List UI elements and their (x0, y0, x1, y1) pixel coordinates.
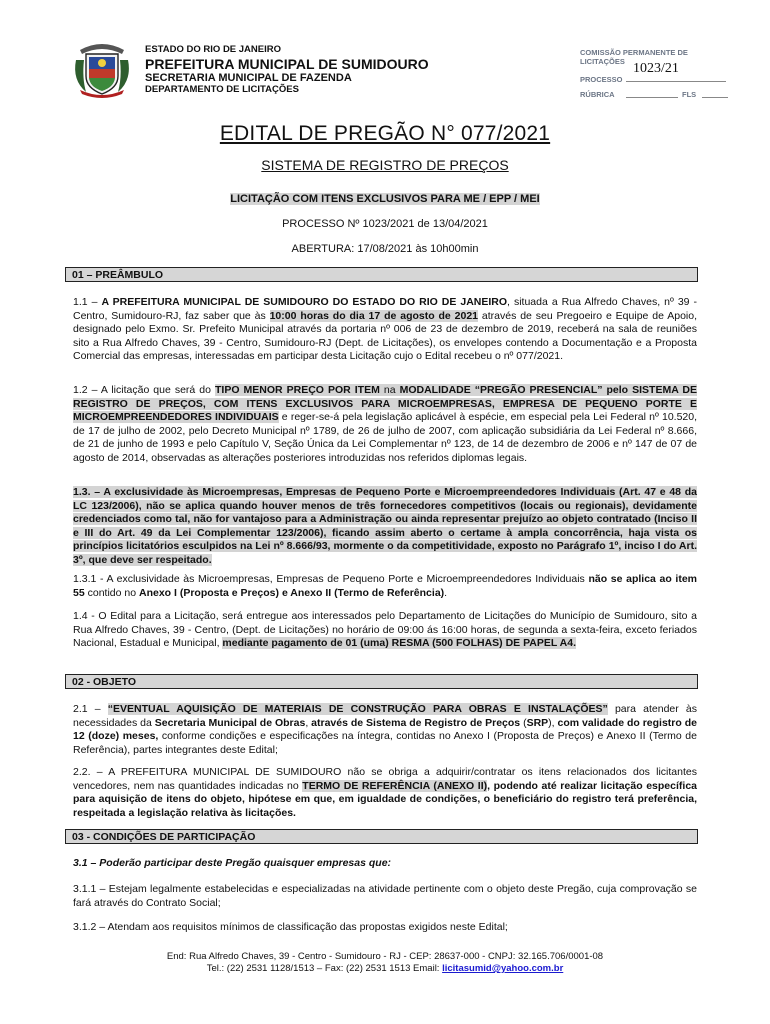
state-name: ESTADO DO RIO DE JANEIRO (145, 44, 282, 55)
p12-highlight: TIPO MENOR PREÇO POR ITEM (215, 384, 380, 396)
section-header-participation: 03 - CONDIÇÕES DE PARTICIPAÇÃO (65, 829, 698, 844)
fls-label: FLS (682, 90, 697, 99)
p11-highlight: 10:00 horas do dia 17 de agosto de 2021 (269, 309, 479, 322)
paragraph-3-1-2: 3.1.2 – Atendam aos requisitos mínimos de classificação das propostas exigidos neste Edital; (73, 921, 508, 933)
fls-underline (702, 97, 728, 98)
p12-highlight: MODALIDADE “PREGÃO PRESENCIAL” pelo SISTEMA DE REGISTRO DE PREÇOS, COM ITENS EXCLUSIVOS PARA MICROEMPRESAS, EMPRESA DE PEQUENO PORTE E MICROEMPREENDEDORES INDIVIDUAIS (73, 384, 698, 424)
exclusive-notice (0, 193, 770, 205)
p12-text: e reger-se-á pela legislação aplicável à espécie, em especial pela Lei Federal nº 10.520, de 17 de julho de 2002, pelo Decreto Municipal nº 1789, de 26 de julho de 2007, com aplicação subsidiária da Lei Federal nº 8.666, de 21 de junho de 1993 e pelo Capítulo V, Seção Única da Lei Complementar nº 123, de 14 de dezembro de 2006 e nº 147 de 07 de agosto de 2014, observadas as alterações posteriores introduzidas nos referidos diplomas legais. (73, 411, 698, 464)
p12-text: 1.2 – A licitação que será do (73, 384, 215, 396)
commission-stamp (580, 48, 730, 104)
p21-bold: através de Sistema de Registro de Preços (311, 716, 521, 729)
p21-text: para atender às necessidades da (73, 703, 698, 729)
opening-line: ABERTURA: 17/08/2021 às 10h00min (291, 243, 479, 255)
footer-phone: Tel.: (22) 2531 1128/1513 – Fax: (22) 2531 1513 Email: (206, 963, 443, 974)
p131-bold: Anexo I (Proposta e Preços) e Anexo II (Termo de Referência) (138, 586, 445, 599)
p14-text: 1.4 - O Edital para a Licitação, será entregue aos interessados pelo Departamento de Licitações do Município de Sumidouro, sito a Rua Alfredo Chaves, 39 - Centro, (Dept. de Licitações) no horário de 09:00 ás 16:00 horas, de segunda a sexta-feira, exceto feriados Nacional, Estadual e Municipal, (73, 610, 697, 650)
p12-text: na (379, 384, 400, 396)
edital-subtitle: SISTEMA DE REGISTRO DE PREÇOS (261, 157, 509, 173)
p21-text: 2.1 – (73, 703, 108, 715)
edital-title: EDITAL DE PREGÃO N° 077/2021 (219, 122, 551, 145)
exclusive-notice-text: LICITAÇÃO COM ITENS EXCLUSIVOS PARA ME / EPP / MEI (230, 193, 540, 205)
p21-text: ( (520, 716, 527, 729)
p11-text: através de seu Pregoeiro e Equipe de Apoio, designado pelo Exmo. Sr. Prefeito Municipal através da portaria nº 006 de 23 de dezembro de 2019, receberá na sala de reuniões sito a Rua Alfredo Chaves, 39 - Centro, Sumidouro-RJ (Dept. de Licitações), os envelopes contendo a Documentação e a Proposta Comercial das empresas, interessadas em participar desta Licitação cujo o Edital recebeu o nº 077/2021. (73, 309, 697, 363)
footer-email-link[interactable]: licitasumid@yahoo.com.br (442, 963, 564, 974)
footer-address: End: Rua Alfredo Chaves, 39 - Centro - Sumidouro - RJ - CEP: 28637-000 - CNPJ: 32.165.706/0001-08 (166, 951, 604, 962)
p11-text: , situada a Rua Alfredo Chaves, nº 39 - Centro, Sumidouro-RJ, faz saber que às (73, 296, 697, 322)
paragraph-3-1 (73, 857, 697, 871)
p14-highlight: mediante pagamento de 01 (uma) RESMA (500 FOLHAS) DE PAPEL A4. (222, 637, 576, 650)
p21-text: conforme condições e especificações na íntegra, contidas no Anexo I (Proposta de Preços) e Anexo II (Termo de Referência), partes integrantes deste Edital; (73, 730, 697, 756)
p21-bold: SRP (526, 716, 549, 729)
process-label: PROCESSO (580, 75, 623, 84)
process-line: PROCESSO Nº 1023/2021 de 13/04/2021 (282, 218, 488, 230)
process-value: 1023/21 (633, 61, 679, 76)
p11-text: 1.1 – (73, 296, 102, 308)
letterhead (145, 44, 545, 95)
p21-highlight: “EVENTUAL AQUISIÇÃO DE MATERIAIS DE CONSTRUÇÃO PARA OBRAS E INSTALAÇÕES” (107, 703, 608, 715)
p22-highlight: TERMO DE REFERÊNCIA (ANEXO II) (302, 779, 488, 792)
p131-text: . (444, 586, 448, 599)
process-underline (626, 81, 726, 82)
p131-text: contido no (84, 586, 139, 599)
coat-of-arms-icon (72, 40, 132, 98)
department-name: DEPARTAMENTO DE LICITAÇÕES (145, 84, 299, 95)
commission-label: COMISSÃO PERMANENTE DE LICITAÇÕES (580, 48, 688, 66)
section-header-object: 02 - OBJETO (65, 674, 698, 689)
section-header-preamble: 01 – PREÂMBULO (65, 267, 698, 282)
paragraph-1-2 (73, 384, 697, 466)
footer-contact (0, 963, 770, 975)
p11-bold: A PREFEITURA MUNICIPAL DE SUMIDOURO DO ESTADO DO RIO DE JANEIRO (101, 296, 508, 308)
secretariat-name: SECRETARIA MUNICIPAL DE FAZENDA (145, 72, 352, 84)
paragraph-2-2 (73, 766, 697, 820)
rubric-label: RÚBRICA (580, 90, 615, 99)
rubric-underline (626, 97, 678, 98)
p21-text: , (305, 716, 312, 729)
p31-bold-italic: 3.1 – Poderão participar deste Pregão quaisquer empresas que: (73, 857, 392, 869)
prefecture-name: PREFEITURA MUNICIPAL DE SUMIDOURO (145, 56, 429, 72)
p21-bold: Secretaria Municipal de Obras (154, 716, 306, 729)
p22-bold: , podendo até realizar licitação específica para aquisição de itens do objeto, hipótese em que, em igualdade de condições, o beneficiário do registro terá preferência, respeitada a legislação relativa às licitações. (73, 779, 697, 819)
p21-text: ), (548, 716, 558, 729)
p13-highlight: 1.3. – A exclusividade às Microempresas, Empresas de Pequeno Porte e Microempreendedores Individuais (Art. 47 e 48 da LC 123/2006), não se aplica quando houver menos de três fornecedores competitivos (locais ou regionais), devidamente credenciados como tal, não for vantajoso para a Administração ou ainda representar prejuízo ao objeto contratado (Inciso II e III do Art. 49 da Lei Complementar 123/2006), ficando assim aberto o certame à ampla concorrência, haja vista os princípios licitatórios esculpidos na Lei nº 8.666/93, mormente o da competitividade, exposto no Parágrafo 1º, inciso I do Art. 3º, que deve ser respeitado. (73, 486, 697, 566)
paragraph-1-3-1 (73, 573, 697, 600)
paragraph-1-3 (73, 486, 697, 568)
p131-text: 1.3.1 - A exclusividade às Microempresas, Empresas de Pequeno Porte e Microempreendedores Individuais (73, 573, 589, 585)
paragraph-2-1 (73, 703, 697, 757)
p22-text: 2.2. – A PREFEITURA MUNICIPAL DE SUMIDOURO não se obriga a adquirir/contratar os itens relacionados dos licitantes vencedores, nem nas quantidades indicadas no (73, 766, 697, 792)
paragraph-1-1 (73, 296, 697, 364)
p21-bold: com validade do registro de 12 (doze) meses, (73, 716, 697, 743)
paragraph-3-1-1: 3.1.1 – Estejam legalmente estabelecidas e especializadas na atividade pertinente com o objeto deste Pregão, cuja comprovação se fará através do Contrato Social; (73, 883, 697, 909)
paragraph-1-4 (73, 610, 697, 651)
p131-bold: não se aplica ao item 55 (73, 573, 697, 599)
